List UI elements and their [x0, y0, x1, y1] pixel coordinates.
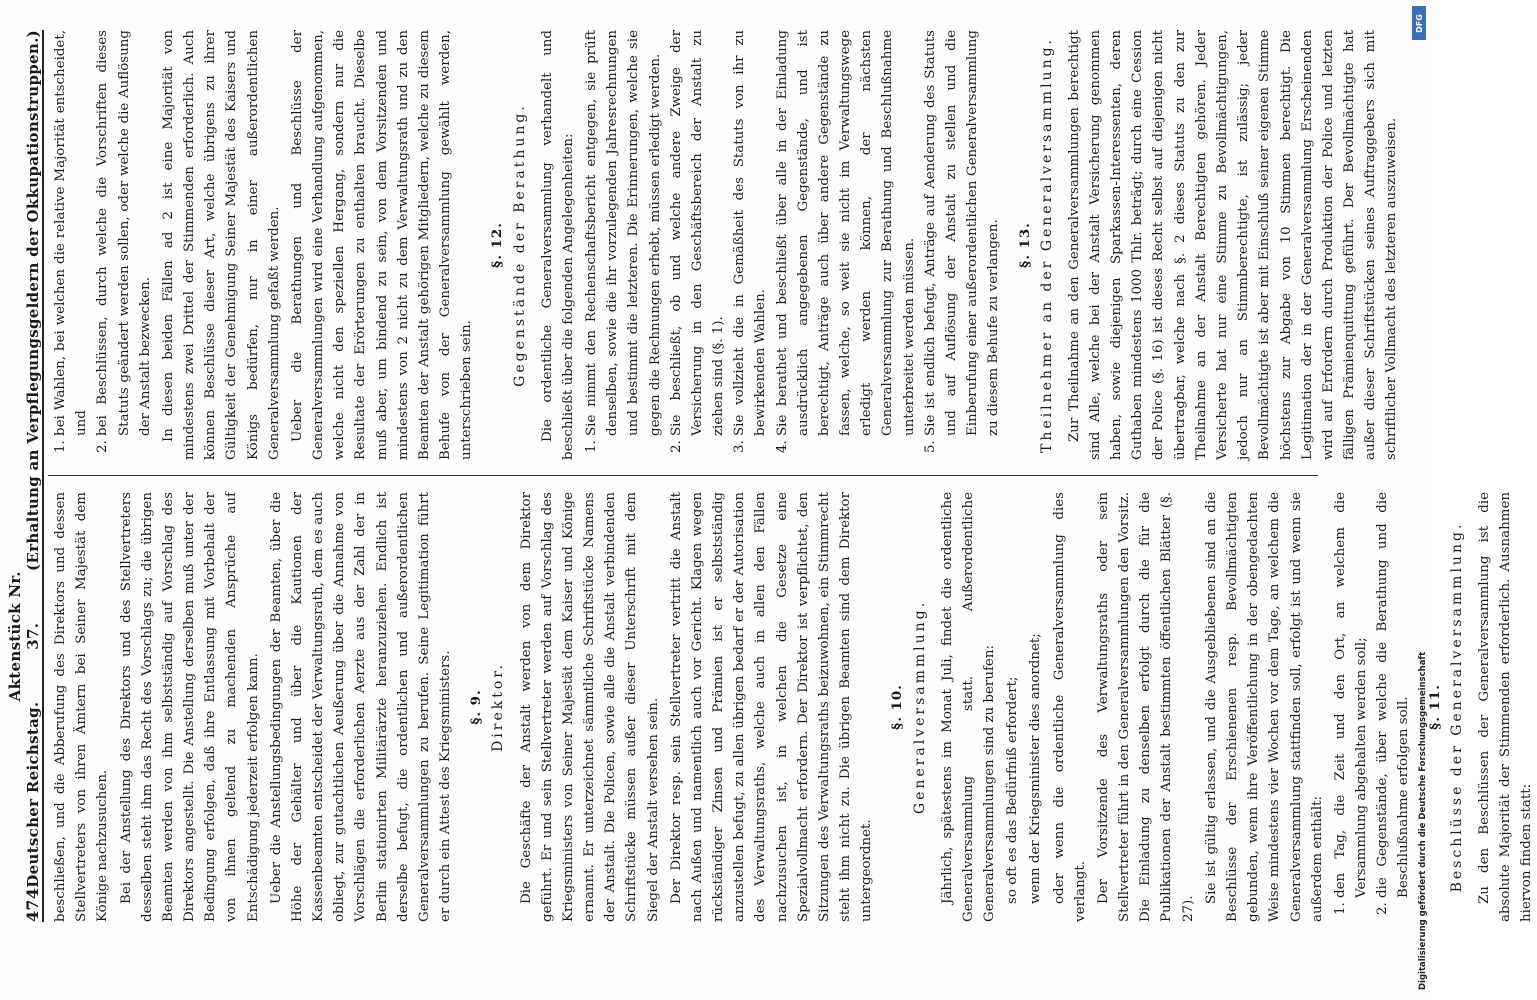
- list-item: 2. bei Beschlüssen, durch welche die Vorschriften dieses Statuts geändert werden sollen, oder welche die Auflösung der Anstalt bezwecken.: [92, 30, 156, 436]
- section-number: §. 9.: [468, 689, 485, 725]
- paragraph: Zur Theilnahme an den Generalversammlungen berechtigt sind Alle, welche bei der Anstalt Versicherung genommen haben, sowie diejenigen Sparkassen-Interessenten, deren Guthaben mindestens 1000 Thlr. beträgt; durch eine Cession der Police (§. 16) ist dieses Recht selbst auf diejenigen nicht übertragbar, welche nach §. 2 dieses Statuts zu den zur Theilnahme an der Anstalt Berechtigten gehören. Jeder Versicherte hat nur eine Stimme zu Bevollmächtigungen, jedoch nur an Stimmberechtigte, ist zulässig; jeder Bevollmächtigte ist aber mit Einschluß seiner eigenen Stimme höchstens zur Abgabe von 10 Stimmen berechtigt. Die Legitimation der in der Generalversammlung Erscheinenden wird auf Erfordern durch Produktion der Police und letzten fälligen Prämienquittung geführt. Der Bevollmächtigte hat außer dieser Schriftstücken seines Auftraggebers sich mit schriftlicher Vollmacht des letzteren auszuweisen.: [1066, 30, 1400, 460]
- right-column: [50, 30, 1400, 460]
- list-item: 4. Sie berathet und beschließt über alle in der Einladung ausdrücklich angegebenen Gegenstände, und ist berechtigt, Anträge auch über andere Gegenstände zu fassen, welche, so weit sie nicht im Verwaltungswege erledigt werden können, der nächsten Generalversammlung zur Berathung und Beschlußnahme unterbreitet werden müssen.: [772, 30, 920, 436]
- paragraph: Bei der Anstellung des Direktors und des Stellvertreters desselben steht ihm das Recht des Vorschlags zu; die übrigen Beamten werden von ihm selbstständig auf Vorschlag des Direktors angestellt. Die Anstellung derselben muß unter der Bedingung erfolgen, daß ihre Entlassung mit Vorbehalt der von ihnen geltend zu machenden Ansprüche auf Entschädigung jederzeit erfolgen kann.: [118, 492, 261, 922]
- paragraph: Die ordentliche Generalversammlung verhandelt und beschließt über die folgenden Angelegenheiten:: [539, 30, 576, 460]
- column-divider: [48, 475, 1318, 476]
- paragraph: Der Vorsitzende des Verwaltungsraths oder sein Stellvertreter führt in den Generalversammlungen den Vorsitz. Die Einladung zu denselben erfolgt durch die für die Publikationen der Anstalt bestimmten öffentlichen Blätter (§. 27).: [1095, 492, 1196, 922]
- numbered-list: [581, 30, 1004, 460]
- digitization-credit: [1407, 0, 1429, 1000]
- section-number: §. 10.: [889, 684, 906, 730]
- paragraph: so oft es das Bedürfniß erfordert;: [1005, 676, 1021, 904]
- header-left: Deutscher Reichstag.: [24, 701, 42, 888]
- header-right: (Erhaltung an Verpflegungsgeldern der Okkupationstruppen.): [24, 30, 42, 571]
- section-number: §. 12.: [489, 222, 506, 268]
- section-number: §. 11.: [1426, 684, 1443, 730]
- paragraph: oder wenn die ordentliche Generalversammlung dies verlangt.: [1051, 492, 1088, 922]
- paragraph: Jährlich, spätestens im Monat Juli, findet die ordentliche Generalversammlung statt. Außerordentliche Generalversammlungen sind zu berufen:: [939, 492, 998, 922]
- list-item: 5. Sie ist endlich befugt, Anträge auf Aenderung des Statuts und auf Auflösung der Anstalt zu stellen und die Einberufung einer außerordentlichen Generalversammlung zu diesem Behufe zu verlangen.: [920, 30, 1005, 436]
- paragraph: In diesen beiden Fällen ad 2 ist eine Majorität von mindestens zwei Drittel der Stimmenden erforderlich. Auch können Beschlüsse dieser Art, welche übrigens zu ihrer Gültigkeit der Genehmigung Seiner Majestät des Kaisers und Königs bedürfen, nur in einer außerordentlichen Generalversammlung gefaßt werden.: [160, 30, 282, 460]
- credit-text: Digitalisierung gefördert durch die Deutsche Forschungsgemeinschaft: [1418, 651, 1428, 990]
- list-item: 2. die Gegenstände, über welche die Berathung und die Beschlußnahme erfolgen soll.: [1372, 492, 1414, 898]
- section-title: Beschlüsse der Generalversammlung.: [1448, 521, 1465, 893]
- paragraph: beschließen, und die Abberufung des Direktors und dessen Stellvertreters von ihren Ämtern bei Seiner Majestät dem Könige nachzusuchen.: [53, 492, 111, 922]
- section-number: §. 13.: [1016, 222, 1033, 268]
- paragraph: Sie ist gültig erlassen, und die Ausgebliebenen sind an die Beschlüsse der Erschienenen resp. Bevollmächtigten gebunden, wenn ihre Veröffentlichung in der obengedachten Weise mindestens vier Wochen vor dem Tage, an welchem die Generalversammlung stattfinden soll, erfolgt ist und wenn sie außerdem enthält:: [1203, 492, 1325, 922]
- list-item: 1. Sie nimmt den Rechenschaftsbericht entgegen, sie prüft denselben, sowie die ihr vorzulegenden Jahresrechnungen und bestimmt die letzteren. Die Erinnerungen, welche sie gegen die Rechnungen erhebt, müssen erledigt werden.: [581, 30, 666, 436]
- paragraph: Ueber die Berathungen und Beschlüsse der Generalversammlungen wird eine Verhandlung aufgenommen, welche nicht den speziellen Hergang, sondern nur die Resultate der Erörterungen zu enthalten braucht. Dieselbe muß aber, um bindend zu sein, von dem Vorsitzenden und mindestens von 2 nicht zu dem Verwaltungsrath und zu den Beamten der Anstalt gehörigen Mitgliedern, welche zu diesem Behufe von der Generalversammlung gewählt werden, unterschrieben sein.: [289, 30, 475, 460]
- paragraph: Die Geschäfte der Anstalt werden von dem Direktor geführt. Er und sein Stellvertreter werden auf Vorschlag des Kriegsministers von Seiner Majestät dem Kaiser und Könige ernannt. Er unterzeichnet sämmtliche Schriftstücke Namens der Anstalt. Die Policen, sowie alle die Anstalt verbindenden Schriftstücke müssen außer dieser Unterschrift mit dem Siegel der Anstalt versehen sein.: [518, 492, 661, 922]
- list-item: 3. Sie vollzieht die in Gemäßheit des Statuts von ihr zu bewirkenden Wahlen.: [729, 30, 771, 436]
- dfg-logo: [1412, 6, 1426, 40]
- list-item: 2. Sie beschließt, ob und welche andere Zweige der Versicherung in den Geschäftsbereich der Anstalt zu ziehen sind (§. 1).: [666, 30, 730, 436]
- section-title: Gegenstände der Berathung.: [511, 103, 528, 387]
- paragraph: wenn der Kriegsminister dies anordnet;: [1028, 633, 1044, 904]
- numbered-list: [1330, 492, 1415, 922]
- paragraph: Ueber die Anstellungsbedingungen der Beamten, über die Höhe der Gehälter und über die Kautionen der Kassenbeamten entscheidet der Verwaltungsrath, dem es auch obliegt, zur gutachtlichen Aeußerung über die Annahme von Vorschlägen die erforderlichen Aerzte aus der Zahl der in Berlin stationirten Militärärzte heranzuziehen. Endlich ist derselbe befugt, die ordentlichen und außerordentlichen Generalversammlungen zu berufen. Seine Legitimation führt er durch ein Attest des Kriegsministers.: [268, 492, 454, 922]
- dfg-logo-text: DFG: [1414, 13, 1424, 33]
- numbered-list: [50, 30, 156, 460]
- list-item: 1. den Tag, die Zeit und den Ort, an welchem die Versammlung abgehalten werden soll;: [1330, 492, 1372, 898]
- page-header: [6, 30, 44, 922]
- section-title: Theilnehmer an der Generalversammlung.: [1038, 37, 1055, 453]
- paragraph: Der Direktor resp. sein Stellvertreter vertritt die Anstalt nach Außen und namentlich auch vor Gericht. Klagen wegen rückständiger Zinsen und Prämien ist er selbstständig anzustellen befugt, zu allen übrigen bedarf er der Autorisation des Verwaltungsraths, welche auch in allen den Fällen nachzusuchen ist, in welchen die Gesetze eine Spezialvollmacht erfordern. Der Direktor ist verpflichtet, den Sitzungen des Verwaltungsraths beizuwohnen, ein Stimmrecht steht ihm nicht zu. Die übrigen Beamten sind dem Direktor untergeordnet.: [668, 492, 875, 922]
- paragraph: Zu den Beschlüssen der Generalversammlung ist die absolute Majorität der Stimmenden erforderlich. Ausnahmen hiervon finden statt:: [1476, 492, 1535, 922]
- section-title: Generalversammlung.: [911, 599, 928, 815]
- section-title: Direktor.: [490, 662, 507, 752]
- header-middle: Aktenstück Nr. 37.: [6, 571, 42, 702]
- list-item: 1. bei Wahlen, bei welchen die relative Majorität entscheidet, und: [50, 30, 92, 436]
- page-number: 474: [23, 887, 42, 922]
